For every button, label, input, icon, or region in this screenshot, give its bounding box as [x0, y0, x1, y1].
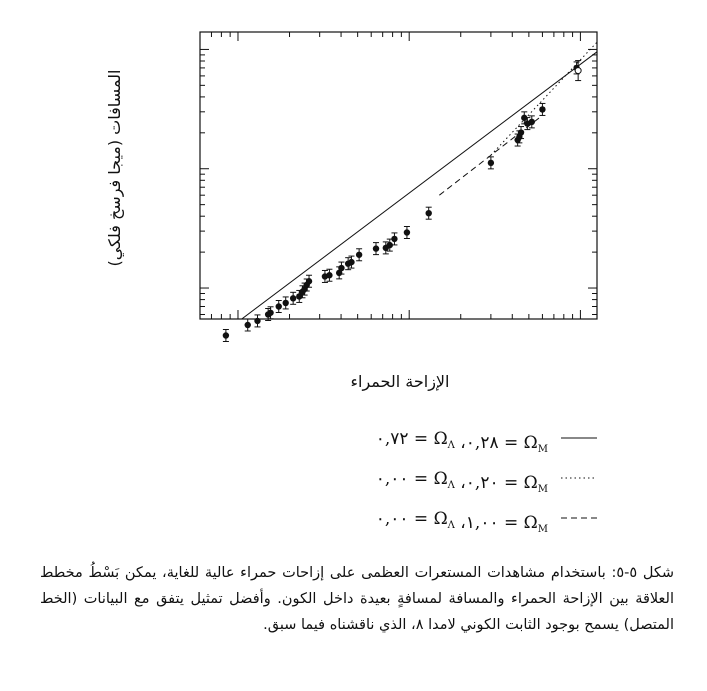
legend-label: ٠,٠٠ = $\Omega_\Lambda$ ،٠,٢٠ = $\Omega_M$	[375, 469, 548, 495]
y-axis-title: المسافات (ميجا فرسخ فلكي)	[105, 69, 124, 267]
data-point	[348, 259, 354, 265]
model-line-dotted	[491, 42, 597, 155]
legend	[376, 429, 597, 535]
data-point	[254, 318, 260, 324]
data-point	[283, 300, 289, 306]
data-point	[518, 129, 524, 135]
data-point	[338, 265, 344, 271]
data-point	[404, 229, 410, 235]
data-point	[539, 106, 545, 112]
data-point	[426, 210, 432, 216]
data-point	[529, 119, 535, 125]
figure-caption: شكل ٥-٥: باستخدام مشاهدات المستعرات العظمى على إزاحات حمراء عالية للغاية، يمكن بَسْطُ مخطط العلاقة بين الإزاحة الحمراء والمسافة لمسافةٍ بعيدة داخل الكون. وأفضل تمثيل يتفق مع البيانات (الخط المتصل) يسمح بوجود الثابت الكوني لامدا ٨، الذي ناقشناه فيما سبق.	[40, 565, 674, 633]
data-point	[245, 322, 251, 328]
data-point	[488, 160, 494, 166]
legend-label: ٠,٠٠ = $\Omega_\Lambda$ ،١,٠٠ = $\Omega_M$	[375, 509, 548, 535]
data-point	[223, 332, 229, 338]
data-point	[267, 310, 273, 316]
data-point	[356, 252, 362, 258]
data-point	[306, 278, 312, 284]
data-point	[290, 295, 296, 301]
legend-label: ٠,٧٢ = $\Omega_\Lambda$ ،٠,٢٨ = $\Omega_M$	[375, 429, 548, 455]
data-point	[373, 245, 379, 251]
model-line-solid	[200, 52, 597, 351]
plot-frame	[200, 32, 597, 319]
data-point	[326, 272, 332, 278]
x-axis-title: الإزاحة الحمراء	[350, 372, 450, 391]
data-point	[276, 303, 282, 309]
data-point	[391, 236, 397, 242]
open-data-point	[575, 68, 581, 74]
